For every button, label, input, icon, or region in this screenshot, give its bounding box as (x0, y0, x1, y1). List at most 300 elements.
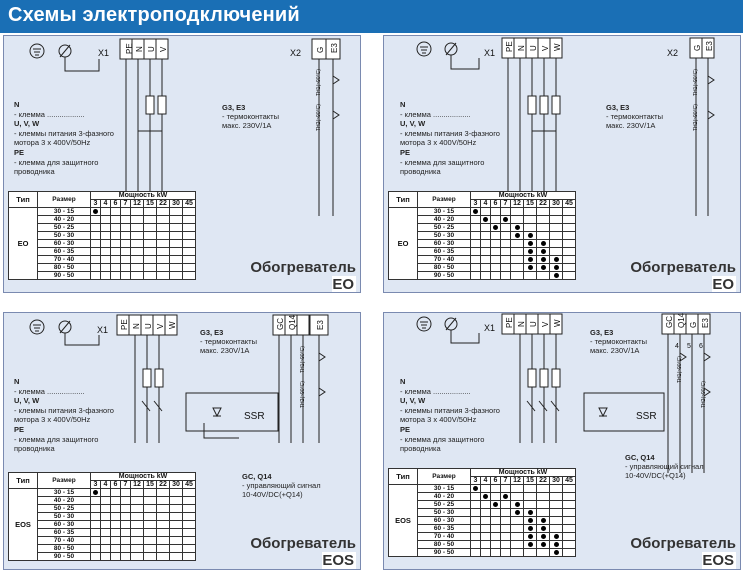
power-value: 6 (491, 477, 501, 485)
availability-cell (131, 489, 144, 497)
availability-cell (111, 216, 121, 224)
availability-cell (481, 208, 491, 216)
availability-cell (131, 256, 144, 264)
availability-cell (91, 256, 101, 264)
power-value: 4 (101, 481, 111, 489)
availability-cell (121, 232, 131, 240)
label-w: W (553, 319, 562, 327)
availability-cell (550, 493, 563, 501)
size-value: 40 - 20 (38, 216, 91, 224)
col-size-header: Размер (418, 469, 471, 485)
product-label: Обогреватель EO (630, 259, 736, 293)
availability-cell (491, 541, 501, 549)
availability-cell (524, 224, 537, 232)
availability-cell (524, 256, 537, 264)
availability-cell (481, 501, 491, 509)
label-v: V (156, 323, 165, 329)
availability-cell (481, 248, 491, 256)
availability-cell (471, 240, 481, 248)
label-gc: GC (276, 318, 285, 330)
availability-cell (111, 537, 121, 545)
table-row (389, 525, 576, 533)
availability-cell (183, 216, 196, 224)
availability-cell (511, 525, 524, 533)
availability-cell (121, 513, 131, 521)
table-row (389, 264, 576, 272)
availability-cell (183, 208, 196, 216)
available-dot-icon (528, 542, 533, 547)
col-size-header: Размер (38, 473, 91, 489)
availability-cell (101, 240, 111, 248)
availability-cell (121, 497, 131, 505)
label-pe: PE (505, 317, 514, 328)
table-row (389, 208, 576, 216)
availability-cell (91, 513, 101, 521)
availability-cell (131, 248, 144, 256)
label-ssr: SSR (244, 411, 265, 422)
availability-cell (101, 521, 111, 529)
availability-cell (550, 240, 563, 248)
label-u: U (147, 46, 156, 52)
available-dot-icon (528, 257, 533, 262)
availability-cell (471, 549, 481, 557)
availability-cell (501, 232, 511, 240)
availability-cell (111, 553, 121, 561)
availability-cell (491, 240, 501, 248)
available-dot-icon (515, 225, 520, 230)
availability-cell (170, 521, 183, 529)
label-th2: TH2(>90°C) (701, 381, 707, 408)
availability-cell (91, 216, 101, 224)
size-value: 90 - 50 (38, 272, 91, 280)
availability-cell (170, 232, 183, 240)
table-row (389, 493, 576, 501)
availability-cell (131, 240, 144, 248)
note-gc: GC, Q14 - управляющий сигнал 10-40V/DC(+Q14) (242, 472, 321, 500)
availability-cell (157, 256, 170, 264)
power-value: 3 (471, 200, 481, 208)
availability-cell (170, 553, 183, 561)
availability-cell (491, 224, 501, 232)
availability-cell (524, 533, 537, 541)
availability-cell (91, 224, 101, 232)
availability-cell (481, 256, 491, 264)
power-value: 22 (537, 477, 550, 485)
availability-cell (144, 553, 157, 561)
label-n: N (517, 321, 526, 327)
availability-cell (550, 485, 563, 493)
label-ge: G (316, 46, 325, 53)
size-value: 40 - 20 (38, 497, 91, 505)
availability-cell (121, 545, 131, 553)
size-value: 60 - 30 (418, 240, 471, 248)
availability-cell (91, 248, 101, 256)
available-dot-icon (554, 550, 559, 555)
availability-cell (550, 248, 563, 256)
size-value: 50 - 30 (38, 232, 91, 240)
availability-cell (111, 545, 121, 553)
availability-cell (91, 505, 101, 513)
power-value: 4 (481, 200, 491, 208)
col-type-header: Тип (9, 473, 38, 489)
availability-cell (481, 272, 491, 280)
note-g3: G3, E3 - термоконтакты макс. 230V/1A (606, 103, 663, 131)
availability-cell (511, 549, 524, 557)
panel-eo-simple (3, 35, 361, 293)
availability-cell (491, 264, 501, 272)
legend: N - клемма .................. U, V, W - клеммы питания 3-фазного мотора 3 x 400V/50Hz PE - клемма для защитного проводника (400, 377, 500, 454)
product-label: Обогреватель EOS (250, 535, 356, 569)
availability-cell (144, 208, 157, 216)
availability-cell (563, 232, 576, 240)
availability-cell (121, 208, 131, 216)
availability-cell (144, 264, 157, 272)
availability-cell (481, 509, 491, 517)
size-value: 60 - 35 (38, 529, 91, 537)
availability-cell (157, 529, 170, 537)
availability-cell (501, 248, 511, 256)
availability-cell (183, 240, 196, 248)
availability-cell (111, 264, 121, 272)
availability-cell (121, 489, 131, 497)
label-e3: E3 (705, 41, 714, 51)
table-row (389, 533, 576, 541)
availability-cell (524, 517, 537, 525)
power-value: 30 (550, 200, 563, 208)
size-value: 40 - 20 (418, 216, 471, 224)
size-value: 90 - 50 (38, 553, 91, 561)
available-dot-icon (515, 502, 520, 507)
size-value: 50 - 30 (418, 509, 471, 517)
page-title: Схемы электроподключений (8, 4, 300, 26)
power-header: Мощность kW (471, 469, 576, 477)
availability-cell (511, 240, 524, 248)
availability-cell (537, 509, 550, 517)
availability-cell (101, 545, 111, 553)
availability-cell (170, 216, 183, 224)
availability-cell (144, 248, 157, 256)
availability-cell (183, 232, 196, 240)
power-value: 12 (511, 200, 524, 208)
available-dot-icon (541, 526, 546, 531)
size-value: 70 - 40 (38, 256, 91, 264)
availability-cell (183, 545, 196, 553)
availability-cell (481, 224, 491, 232)
table-row (9, 529, 196, 537)
availability-cell (91, 232, 101, 240)
label-q14: Q14 (288, 314, 297, 330)
availability-cell (563, 272, 576, 280)
availability-cell (121, 529, 131, 537)
availability-cell (144, 505, 157, 513)
availability-cell (111, 240, 121, 248)
availability-cell (563, 501, 576, 509)
table-row (9, 208, 196, 216)
power-value: 15 (144, 200, 157, 208)
availability-cell (491, 517, 501, 525)
availability-cell (491, 533, 501, 541)
availability-cell (511, 248, 524, 256)
availability-cell (111, 505, 121, 513)
table-row (9, 521, 196, 529)
availability-cell (111, 497, 121, 505)
label-pe: PE (505, 41, 514, 52)
size-value: 60 - 30 (418, 517, 471, 525)
availability-cell (101, 224, 111, 232)
availability-cell (550, 208, 563, 216)
availability-cell (537, 216, 550, 224)
availability-cell (144, 272, 157, 280)
available-dot-icon (515, 510, 520, 515)
label-w: W (168, 321, 177, 329)
power-header: Мощность kW (91, 473, 196, 481)
availability-cell (563, 208, 576, 216)
availability-cell (481, 232, 491, 240)
availability-cell (183, 264, 196, 272)
power-value: 6 (111, 481, 121, 489)
label-x1: X1 (484, 48, 496, 58)
page-header (0, 0, 743, 33)
power-value: 12 (131, 200, 144, 208)
availability-cell (524, 232, 537, 240)
available-dot-icon (483, 494, 488, 499)
availability-cell (157, 240, 170, 248)
availability-cell (550, 549, 563, 557)
availability-cell (481, 240, 491, 248)
availability-cell (183, 272, 196, 280)
available-dot-icon (554, 257, 559, 262)
size-value: 40 - 20 (418, 493, 471, 501)
availability-cell (170, 505, 183, 513)
availability-cell (501, 525, 511, 533)
availability-cell (101, 497, 111, 505)
availability-cell (550, 525, 563, 533)
availability-cell (563, 264, 576, 272)
available-dot-icon (541, 257, 546, 262)
power-value: 45 (183, 481, 196, 489)
availability-cell (537, 272, 550, 280)
power-value: 7 (501, 477, 511, 485)
power-value: 7 (121, 481, 131, 489)
label-e3: E3 (316, 320, 325, 330)
heater-element (552, 369, 560, 387)
earth-icon (417, 42, 431, 56)
availability-cell (524, 240, 537, 248)
availability-cell (537, 533, 550, 541)
availability-cell (144, 521, 157, 529)
availability-cell (157, 224, 170, 232)
availability-cell (121, 264, 131, 272)
size-value: 90 - 50 (418, 272, 471, 280)
availability-cell (91, 208, 101, 216)
availability-cell (550, 533, 563, 541)
power-value: 22 (157, 200, 170, 208)
label-v: V (159, 46, 168, 52)
availability-cell (170, 256, 183, 264)
availability-cell (471, 224, 481, 232)
availability-cell (170, 489, 183, 497)
power-value: 6 (491, 200, 501, 208)
availability-cell (131, 529, 144, 537)
availability-cell (183, 521, 196, 529)
power-value: 3 (91, 481, 101, 489)
availability-cell (144, 216, 157, 224)
availability-cell (101, 232, 111, 240)
availability-cell (481, 533, 491, 541)
power-value: 3 (91, 200, 101, 208)
availability-cell (511, 208, 524, 216)
available-dot-icon (554, 273, 559, 278)
label-q14: Q14 (677, 313, 686, 328)
availability-cell (170, 513, 183, 521)
table-row (389, 248, 576, 256)
available-dot-icon (541, 249, 546, 254)
availability-cell (111, 272, 121, 280)
note-g3: G3, E3 - термоконтакты макс. 230V/1A (200, 328, 257, 356)
label-th2: TH2(>90°C) (693, 104, 699, 131)
availability-cell (550, 517, 563, 525)
availability-cell (501, 208, 511, 216)
label-pe: PE (125, 43, 134, 54)
table-row (9, 513, 196, 521)
availability-cell (524, 272, 537, 280)
size-value: 30 - 15 (38, 489, 91, 497)
available-dot-icon (554, 542, 559, 547)
availability-cell (501, 264, 511, 272)
col-type-header: Тип (9, 192, 38, 208)
available-dot-icon (541, 265, 546, 270)
availability-cell (183, 505, 196, 513)
availability-cell (101, 272, 111, 280)
availability-cell (471, 272, 481, 280)
product-label: Обогреватель EOS (630, 535, 736, 569)
available-dot-icon (493, 502, 498, 507)
label-x1: X1 (484, 323, 496, 333)
label-th1: TH1(>90°C) (316, 69, 322, 96)
availability-cell (157, 248, 170, 256)
product-label: Обогреватель EO (250, 259, 356, 293)
availability-cell (563, 216, 576, 224)
table-row (9, 505, 196, 513)
availability-cell (550, 272, 563, 280)
power-value: 30 (170, 200, 183, 208)
availability-cell (481, 264, 491, 272)
availability-cell (491, 208, 501, 216)
availability-cell (511, 264, 524, 272)
availability-cell (501, 509, 511, 517)
availability-cell (550, 501, 563, 509)
power-value: 45 (563, 200, 576, 208)
size-value: 70 - 40 (418, 256, 471, 264)
label-e3: E3 (330, 43, 339, 53)
size-value: 90 - 50 (418, 549, 471, 557)
availability-cell (563, 224, 576, 232)
power-value: 15 (524, 200, 537, 208)
availability-cell (144, 537, 157, 545)
availability-cell (471, 232, 481, 240)
availability-cell (170, 208, 183, 216)
availability-cell (563, 240, 576, 248)
availability-cell (481, 541, 491, 549)
available-dot-icon (93, 490, 98, 495)
label-u: U (529, 45, 538, 51)
power-value: 15 (144, 481, 157, 489)
table-row (389, 501, 576, 509)
availability-cell (157, 553, 170, 561)
availability-cell (144, 545, 157, 553)
availability-cell (537, 256, 550, 264)
availability-cell (524, 248, 537, 256)
availability-cell (131, 264, 144, 272)
panel-eos-simple (3, 312, 361, 570)
availability-cell (501, 224, 511, 232)
power-value: 7 (501, 200, 511, 208)
label-u: U (144, 323, 153, 329)
availability-cell (144, 489, 157, 497)
label-v: V (541, 321, 550, 327)
availability-cell (511, 533, 524, 541)
availability-cell (131, 224, 144, 232)
size-value: 60 - 35 (38, 248, 91, 256)
label-th2: TH2(>90°C) (300, 381, 306, 408)
availability-cell (131, 513, 144, 521)
power-value: 45 (183, 200, 196, 208)
availability-cell (144, 529, 157, 537)
availability-cell (131, 545, 144, 553)
availability-cell (537, 501, 550, 509)
power-selection-table (8, 472, 196, 561)
power-selection-table (388, 191, 576, 280)
availability-cell (471, 485, 481, 493)
availability-cell (157, 232, 170, 240)
table-row (9, 264, 196, 272)
availability-cell (131, 208, 144, 216)
availability-cell (157, 513, 170, 521)
available-dot-icon (528, 518, 533, 523)
available-dot-icon (541, 534, 546, 539)
availability-cell (550, 232, 563, 240)
available-dot-icon (503, 494, 508, 499)
availability-cell (537, 208, 550, 216)
power-value: 4 (101, 200, 111, 208)
available-dot-icon (528, 241, 533, 246)
availability-cell (183, 529, 196, 537)
size-value: 70 - 40 (38, 537, 91, 545)
availability-cell (101, 537, 111, 545)
label-u: U (529, 321, 538, 327)
table-row (9, 248, 196, 256)
availability-cell (491, 272, 501, 280)
availability-cell (511, 509, 524, 517)
power-value: 30 (170, 481, 183, 489)
availability-cell (563, 533, 576, 541)
size-value: 50 - 30 (418, 232, 471, 240)
availability-cell (121, 216, 131, 224)
size-value: 80 - 50 (38, 264, 91, 272)
availability-cell (563, 509, 576, 517)
availability-cell (563, 525, 576, 533)
availability-cell (471, 517, 481, 525)
power-value: 6 (111, 200, 121, 208)
availability-cell (511, 517, 524, 525)
availability-cell (471, 509, 481, 517)
available-dot-icon (515, 233, 520, 238)
availability-cell (157, 272, 170, 280)
availability-cell (491, 549, 501, 557)
availability-cell (111, 529, 121, 537)
availability-cell (170, 248, 183, 256)
available-dot-icon (528, 249, 533, 254)
